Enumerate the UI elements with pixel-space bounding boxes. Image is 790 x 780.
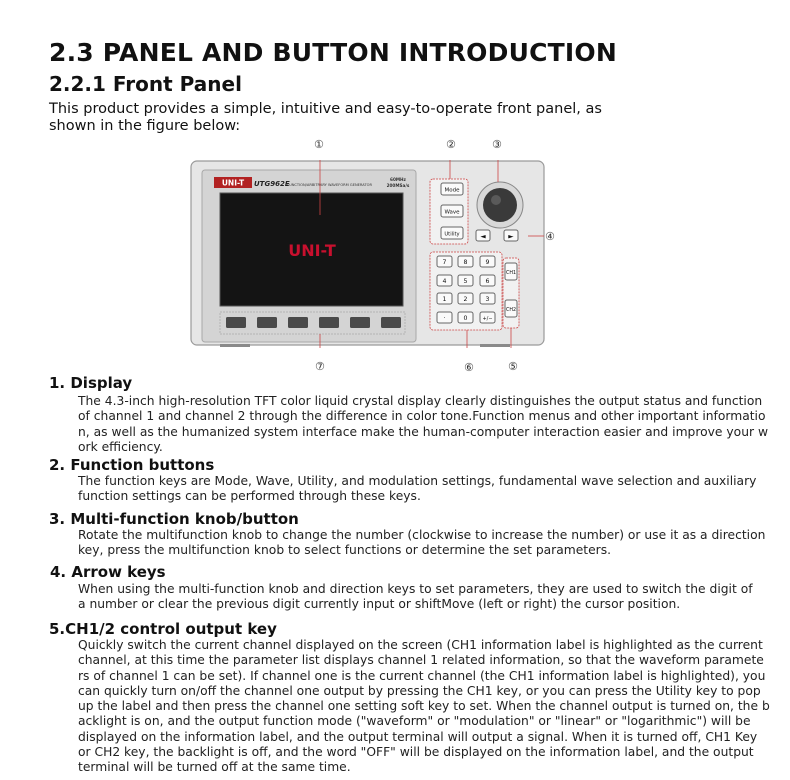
section-body-function-buttons	[78, 474, 756, 505]
key-5: 5	[463, 278, 468, 286]
text-line: function settings can be performed through these keys.	[78, 489, 421, 504]
text-line: Quickly switch the current channel displayed on the screen (CH1 information label is highlighted as the current	[78, 638, 763, 652]
text-line: rs of channel 1 can be set). If channel one is the current channel (the CH1 information label is highlighted), you	[78, 668, 766, 683]
text-line: or CH2 key, the backlight is off, and the word "OFF" will be displayed on the information label, and the output	[78, 745, 754, 760]
text-line: key, press the multifunction knob to select functions or determine the set parameters.	[78, 543, 612, 558]
callout-2: ②	[446, 138, 456, 151]
spec-rate: 200MSa/s	[386, 183, 410, 188]
key-6: 6	[485, 278, 490, 286]
text-line: displayed on the information label, and the output terminal will output a signal. When it is turned off, CH1 Key	[78, 729, 758, 744]
section-title-arrow-keys: 4. Arrow keys	[50, 563, 166, 581]
key-1: 1	[442, 296, 447, 304]
ch2-key-label: CH2	[505, 308, 517, 313]
soft-key-1	[226, 317, 246, 328]
spec-freq: 60MHz	[390, 177, 406, 182]
key-2: 2	[463, 296, 468, 304]
text-line: When using the multi-function knob and direction keys to set parameters, they are used to switch the digit of	[78, 582, 753, 596]
section-body-knob	[78, 528, 765, 559]
section-body-arrow-keys	[78, 582, 753, 613]
section-title-display: 1. Display	[49, 374, 133, 392]
section-title-ch-keys: 5.CH1/2 control output key	[49, 620, 277, 638]
key-3: 3	[485, 296, 490, 304]
key-dot: ·	[443, 315, 446, 323]
key-9: 9	[485, 259, 490, 267]
soft-key-4	[319, 317, 339, 328]
section-subheading: 2.2.1 Front Panel	[49, 72, 242, 96]
key-7: 7	[442, 259, 447, 267]
model-label: UTG962E	[254, 180, 290, 188]
callout-1: ①	[314, 138, 324, 151]
text-line: ork efficiency.	[78, 439, 163, 454]
callout-7: ⑦	[315, 360, 325, 373]
soft-key-5	[350, 317, 370, 328]
text-line: The function keys are Mode, Wave, Utility, and modulation settings, fundamental wave selection and auxiliary	[78, 474, 757, 488]
callout-6: ⑥	[464, 361, 474, 374]
text-line: channel, at this time the parameter list displays channel 1 related information, so that the waveform paramete	[78, 653, 764, 668]
callout-4: ④	[545, 230, 555, 243]
callout-5: ⑤	[508, 360, 518, 373]
text-line: The 4.3-inch high-resolution TFT color liquid crystal display clearly distinguishes the output status and function	[78, 394, 763, 408]
brand-badge: UNI-T	[221, 178, 245, 188]
mode-key-label: Mode	[444, 187, 460, 194]
multifunction-knob	[483, 188, 517, 222]
text-line: a number or clear the previous digit currently input or shiftMove (left or right) the cursor position.	[78, 597, 681, 612]
text-line: of channel 1 and channel 2 through the difference in color tone.Function menus and other important informatio	[78, 409, 766, 424]
soft-key-3	[288, 317, 308, 328]
soft-key-6	[381, 317, 401, 328]
section-body-ch-keys	[78, 638, 770, 776]
utility-key-label: Utility	[444, 231, 460, 238]
screen-logo: UNI-T	[288, 241, 336, 260]
soft-key-2	[257, 317, 277, 328]
ch1-key-label: CH1	[505, 271, 517, 276]
left-arrow-icon: ◄	[480, 232, 486, 241]
intro-paragraph: This product provides a simple, intuitive and easy-to-operate front panel, as shown in the figure below:	[49, 101, 602, 134]
text-line: n, as well as the humanized system interface make the human-computer interaction easier and improve your w	[78, 424, 769, 439]
model-desc: FUNCTION/ARBITRARY WAVEFORM GENERATOR	[287, 183, 372, 187]
key-4: 4	[442, 278, 447, 286]
key-8: 8	[463, 259, 468, 267]
section-title-knob: 3. Multi-function knob/button	[49, 510, 299, 528]
section-title-function-buttons: 2. Function buttons	[49, 456, 215, 474]
wave-key-label: Wave	[444, 209, 460, 216]
key-plusminus: +/−	[482, 316, 493, 323]
front-panel-figure	[190, 160, 545, 348]
text-line: acklight is on, and the output function mode ("waveform" or "modulation" or "linear" or "logarithmic") will be	[78, 714, 751, 729]
text-line: can quickly turn on/off the channel one output by pressing the CH1 key, or you can press the Utility key to pop	[78, 683, 761, 698]
section-body-display	[78, 394, 768, 455]
key-0: 0	[463, 315, 468, 323]
text-line: terminal will be turned off at the same time.	[78, 760, 351, 775]
page-heading: 2.3 PANEL AND BUTTON INTRODUCTION	[49, 38, 617, 67]
right-arrow-icon: ►	[508, 232, 514, 241]
text-line: up the label and then press the channel one setting soft key to set. When the channel output is turned on, the b	[78, 699, 770, 714]
text-line: Rotate the multifunction knob to change the number (clockwise to increase the number) or use it as a direction	[78, 528, 766, 542]
callout-3: ③	[492, 138, 502, 151]
